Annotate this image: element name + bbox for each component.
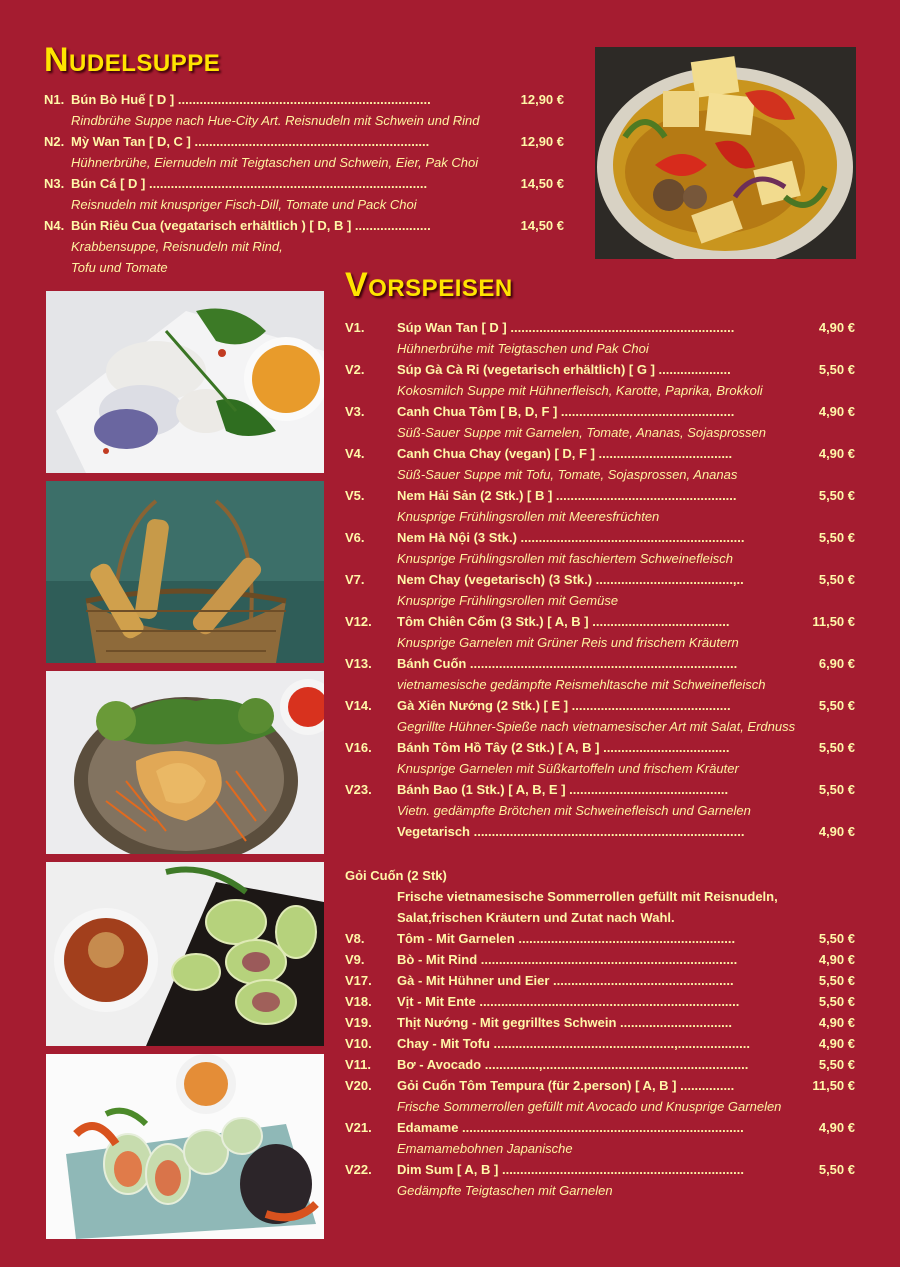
item-code: V17.	[345, 973, 372, 988]
item-price: 4,90 €	[818, 824, 855, 839]
item-code: V22.	[345, 1162, 372, 1177]
item-description	[345, 1180, 855, 1201]
description-text: vietnamesische gedämpfte Reismehltasche mit Schweinefleisch	[397, 677, 766, 692]
item-code: N4.	[44, 218, 65, 233]
menu-item	[345, 821, 855, 842]
item-code: V16.	[345, 740, 372, 755]
fried-shrimp-salad-photo	[46, 671, 324, 854]
menu-item	[345, 527, 855, 548]
item-name: Nem Hải Sản (2 Stk.) [ B ] ..................................................	[397, 488, 737, 503]
description-text: Knusprige Garnelen mit Grüner Reis und frischem Kräutern	[397, 635, 739, 650]
item-code: V9.	[345, 952, 365, 967]
menu-item	[44, 89, 564, 110]
item-description	[345, 422, 855, 443]
item-code: V2.	[345, 362, 365, 377]
menu-item	[345, 991, 855, 1012]
menu-item	[44, 131, 564, 152]
item-description	[345, 380, 855, 401]
menu-item	[345, 611, 855, 632]
item-code: V19.	[345, 1015, 372, 1030]
item-name: Tôm Chiên Cốm (3 Stk.) [ A, B ] ......................................	[397, 614, 730, 629]
item-code: V10.	[345, 1036, 372, 1051]
menu-item	[345, 653, 855, 674]
soup-photo	[595, 47, 856, 259]
item-price: 12,90 €	[520, 92, 564, 107]
item-price: 5,50 €	[818, 488, 855, 503]
menu-item	[44, 215, 564, 236]
menu-item	[345, 779, 855, 800]
item-price: 5,50 €	[818, 572, 855, 587]
item-name: Vegetarisch ...........................................................................	[397, 824, 745, 839]
item-price: 5,50 €	[818, 530, 855, 545]
item-price: 5,50 €	[818, 1162, 855, 1177]
description-text: Tofu und Tomate	[71, 260, 168, 275]
item-name: Gỏi Cuốn Tôm Tempura (für 2.person) [ A, B ] ...............	[397, 1078, 735, 1093]
menu-item	[345, 569, 855, 590]
item-name: Canh Chua Tôm [ B, D, F ] ................................................	[397, 404, 735, 419]
item-code: V13.	[345, 656, 372, 671]
item-name: Bánh Tôm Hồ Tây (2 Stk.) [ A, B ] ...................................	[397, 740, 730, 755]
menu-item	[345, 949, 855, 970]
item-price: 5,50 €	[818, 698, 855, 713]
item-description	[345, 758, 855, 779]
item-name: Bò - Mit Rind .......................................................................	[397, 952, 738, 967]
menu-item	[345, 359, 855, 380]
menu-item	[345, 1012, 855, 1033]
item-name: Canh Chua Chay (vegan) [ D, F ] .....................................	[397, 446, 733, 461]
menu-item	[345, 928, 855, 949]
description-text: Süß-Sauer Suppe mit Tofu, Tomate, Sojasprossen, Ananas	[397, 467, 738, 482]
item-name: Thịt Nướng - Mit gegrilltes Schwein ...............................	[397, 1015, 733, 1030]
item-description	[44, 110, 564, 131]
menu-item	[345, 443, 855, 464]
item-name: Bún Cá [ D ] .............................................................................	[71, 176, 428, 191]
section-title-vorspeisen: Vorspeisen	[345, 266, 513, 304]
section-title-nudelsuppe: Nudelsuppe	[44, 41, 221, 79]
item-name: Nem Chay (vegetarisch) (3 Stk.) ......................................,..	[397, 572, 744, 587]
item-name: Gà - Mit Hühner und Eier ..................................................	[397, 973, 734, 988]
item-name: Bún Riêu Cua (vegatarisch erhältlich ) [ D, B ] .....................	[71, 218, 431, 233]
item-code: N1.	[44, 92, 65, 107]
item-description	[345, 464, 855, 485]
item-name: Bánh Bao (1 Stk.) [ A, B, E ] ............................................	[397, 782, 729, 797]
item-name: Chay - Mit Tofu ..................................................,....................	[397, 1036, 750, 1051]
vorspeisen-list	[345, 317, 855, 842]
item-name: Edamame ..............................................................................	[397, 1120, 744, 1135]
item-code: V18.	[345, 994, 372, 1009]
description-text: Knusprige Frühlingsrollen mit faschiertem Schweinefleisch	[397, 551, 733, 566]
item-name: Bơ - Avocado ...............,.........................................................	[397, 1057, 749, 1072]
item-price: 14,50 €	[520, 218, 564, 233]
item-description	[345, 506, 855, 527]
item-price: 4,90 €	[818, 1015, 855, 1030]
item-name: Nem Hà Nội (3 Stk.) ..............................................................	[397, 530, 745, 545]
item-price: 5,50 €	[818, 1057, 855, 1072]
item-price: 4,90 €	[818, 1036, 855, 1051]
description-text: Hühnerbrühe, Eiernudeln mit Teigtaschen und Schwein, Eier, Pak Choi	[71, 155, 479, 170]
goi-cuon-section	[345, 865, 855, 1201]
item-code: V8.	[345, 931, 365, 946]
item-code: N2.	[44, 134, 65, 149]
description-text: Hühnerbrühe mit Teigtaschen und Pak Choi	[397, 341, 649, 356]
item-code: N3.	[44, 176, 65, 191]
menu-item	[345, 970, 855, 991]
intro-line: Frische vietnamesische Sommerrollen gefüllt mit Reisnudeln,	[397, 889, 778, 904]
subsection-title-text: Gỏi Cuốn (2 Stk)	[345, 868, 447, 883]
item-description	[345, 716, 855, 737]
summer-rolls-photo	[46, 862, 324, 1046]
item-price: 6,90 €	[818, 656, 855, 671]
summer-rolls-plate-photo	[46, 1054, 324, 1239]
item-code: V1.	[345, 320, 365, 335]
item-description	[345, 632, 855, 653]
item-name: Súp Wan Tan [ D ] ..............................................................	[397, 320, 735, 335]
description-text: Gegrillte Hühner-Spieße nach vietnamesischer Art mit Salat, Erdnuss	[397, 719, 796, 734]
item-name: Mỳ Wan Tan [ D, C ] .................................................................	[71, 134, 430, 149]
item-code: V5.	[345, 488, 365, 503]
description-text: Knusprige Frühlingsrollen mit Gemüse	[397, 593, 619, 608]
item-description	[44, 152, 564, 173]
item-description	[345, 1096, 855, 1117]
description-text: Krabbensuppe, Reisnudeln mit Rind,	[71, 239, 283, 254]
description-text: Reisnudeln mit knuspriger Fisch-Dill, Tomate und Pack Choi	[71, 197, 417, 212]
item-description	[345, 590, 855, 611]
item-code: V12.	[345, 614, 372, 629]
menu-item	[345, 1075, 855, 1096]
description-text: Gedämpfte Teigtaschen mit Garnelen	[397, 1183, 613, 1198]
item-code: V11.	[345, 1057, 372, 1072]
item-price: 5,50 €	[818, 994, 855, 1009]
item-price: 5,50 €	[818, 931, 855, 946]
description-text: Knusprige Garnelen mit Süßkartoffeln und frischem Kräuter	[397, 761, 739, 776]
item-description	[44, 236, 564, 257]
menu-item	[345, 1117, 855, 1138]
item-description	[345, 548, 855, 569]
item-description	[345, 338, 855, 359]
spring-roll-basket-photo	[46, 481, 324, 663]
rice-roll-photo	[46, 291, 324, 473]
item-code: V4.	[345, 446, 365, 461]
item-price: 4,90 €	[818, 404, 855, 419]
item-code: V3.	[345, 404, 365, 419]
item-code: V21.	[345, 1120, 372, 1135]
item-code: V14.	[345, 698, 372, 713]
item-code: V20.	[345, 1078, 372, 1093]
item-price: 4,90 €	[818, 952, 855, 967]
item-price: 14,50 €	[520, 176, 564, 191]
menu-item	[345, 317, 855, 338]
subsection-title	[345, 865, 855, 886]
item-name: Vịt - Mit Ente ........................................................................	[397, 994, 740, 1009]
item-name: Bún Bò Huế [ D ] ......................................................................	[71, 92, 431, 107]
item-name: Dim Sum [ A, B ] ...................................................................	[397, 1162, 744, 1177]
item-description	[345, 674, 855, 695]
nudelsuppe-list	[44, 89, 564, 278]
menu-item	[44, 173, 564, 194]
menu-item	[345, 737, 855, 758]
description-text: Vietn. gedämpfte Brötchen mit Schweinefleisch und Garnelen	[397, 803, 751, 818]
item-code: V6.	[345, 530, 365, 545]
item-price: 5,50 €	[818, 973, 855, 988]
description-text: Rindbrühe Suppe nach Hue-City Art. Reisnudeln mit Schwein und Rind	[71, 113, 480, 128]
item-name: Tôm - Mit Garnelen ............................................................	[397, 931, 736, 946]
menu-item	[345, 1033, 855, 1054]
item-price: 5,50 €	[818, 362, 855, 377]
item-name: Bánh Cuốn ..........................................................................	[397, 656, 738, 671]
item-price: 4,90 €	[818, 446, 855, 461]
subsection-intro	[345, 886, 855, 928]
item-price: 4,90 €	[818, 320, 855, 335]
menu-item	[345, 1054, 855, 1075]
item-price: 11,50 €	[812, 1078, 855, 1093]
description-text: Süß-Sauer Suppe mit Garnelen, Tomate, Ananas, Sojasprossen	[397, 425, 767, 440]
menu-item	[345, 485, 855, 506]
item-description	[44, 194, 564, 215]
item-description	[345, 800, 855, 821]
item-price: 4,90 €	[818, 1120, 855, 1135]
item-description	[345, 1138, 855, 1159]
item-price: 12,90 €	[520, 134, 564, 149]
item-code: V7.	[345, 572, 365, 587]
item-price: 11,50 €	[812, 614, 855, 629]
item-code: V23.	[345, 782, 372, 797]
item-name: Gà Xiên Nướng (2 Stk.) [ E ] ............................................	[397, 698, 731, 713]
item-price: 5,50 €	[818, 782, 855, 797]
menu-item	[345, 401, 855, 422]
item-price: 5,50 €	[818, 740, 855, 755]
menu-item	[345, 1159, 855, 1180]
description-text: Knusprige Frühlingsrollen mit Meeresfrüchten	[397, 509, 660, 524]
item-name: Súp Gà Cà Ri (vegetarisch erhältlich) [ G ] ....................	[397, 362, 731, 377]
menu-item	[345, 695, 855, 716]
description-text: Emamamebohnen Japanische	[397, 1141, 573, 1156]
description-text: Frische Sommerrollen gefüllt mit Avocado und Knusprige Garnelen	[397, 1099, 782, 1114]
description-text: Kokosmilch Suppe mit Hühnerfleisch, Karotte, Paprika, Brokkoli	[397, 383, 763, 398]
intro-line: Salat,frischen Kräutern und Zutat nach Wahl.	[397, 910, 675, 925]
